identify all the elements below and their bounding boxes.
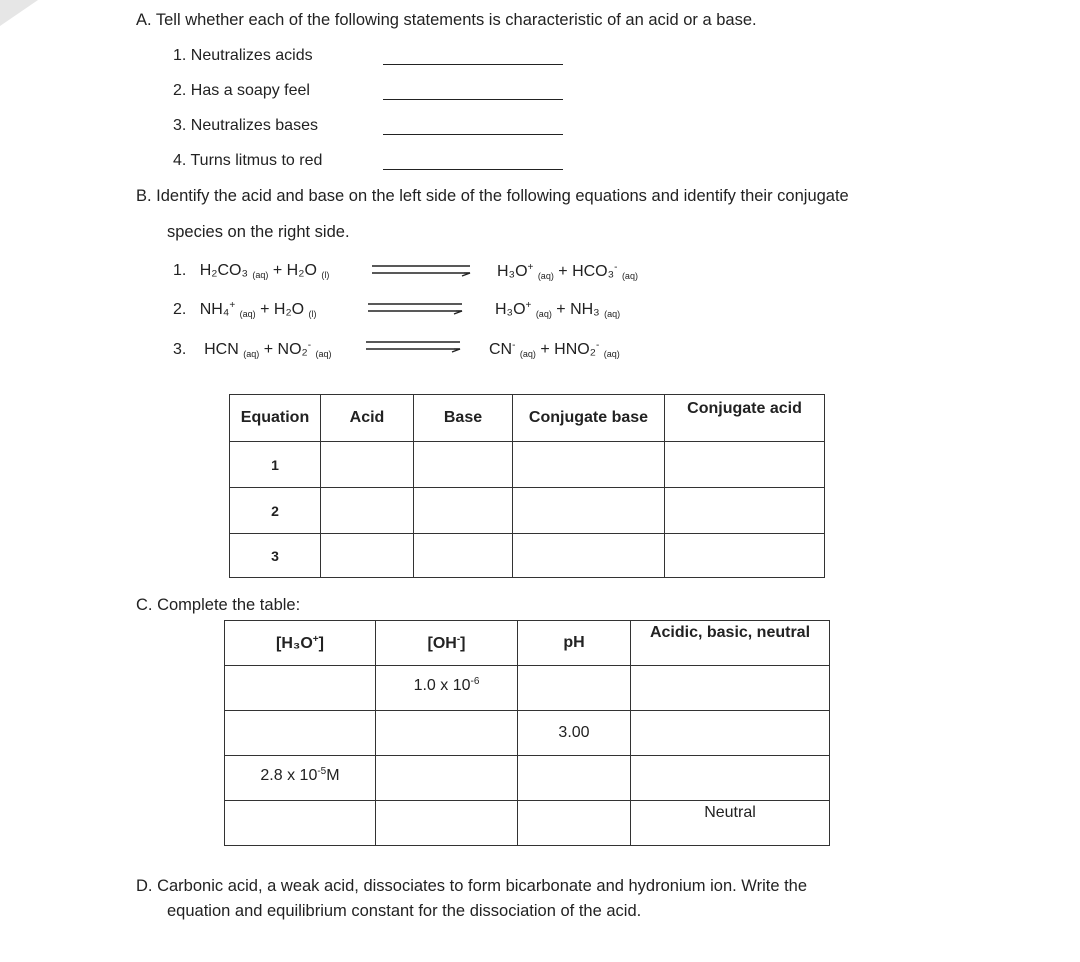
section-a-item: 3. Neutralizes bases <box>173 117 318 134</box>
section-d-line1: D. Carbonic acid, a weak acid, dissociates to form bicarbonate and hydronium ion. Write the <box>136 877 808 895</box>
equation-2-right: H₃O+ (aq) + NH₃ (aq) <box>495 300 621 319</box>
h3o-cell[interactable] <box>225 801 376 846</box>
section-a-item: 4. Turns litmus to red <box>173 152 323 169</box>
conjugate-base-cell[interactable] <box>513 534 665 578</box>
conjugate-acid-cell[interactable] <box>665 534 825 578</box>
answer-blank[interactable] <box>383 134 563 135</box>
answer-blank[interactable] <box>383 169 563 170</box>
ph-cell[interactable] <box>518 801 631 846</box>
h3o-cell[interactable] <box>225 666 376 711</box>
oh-cell[interactable] <box>376 801 518 846</box>
page-corner-shadow <box>0 0 40 30</box>
conjugate-acid-cell[interactable] <box>665 442 825 488</box>
equation-3-right: CN- (aq) + HNO₂- (aq) <box>489 340 620 359</box>
equilibrium-arrow-icon <box>370 262 472 278</box>
nature-cell[interactable] <box>631 756 830 801</box>
equation-1-left: 1. H₂CO₃ (aq) + H₂O (l) <box>173 262 330 280</box>
conjugate-acid-cell[interactable] <box>665 488 825 534</box>
oh-cell[interactable]: 1.0 x $10^{-6}$ <box>376 666 518 711</box>
answer-blank[interactable] <box>383 64 563 65</box>
equilibrium-arrow-icon <box>364 338 464 354</box>
header-oh: [OH-] <box>376 621 518 666</box>
oh-cell[interactable] <box>376 711 518 756</box>
conjugate-base-cell[interactable] <box>513 488 665 534</box>
section-c-title: C. Complete the table: <box>136 596 301 614</box>
header-nature: Acidic, basic, neutral <box>631 621 830 666</box>
header-acid: Acid <box>321 395 414 442</box>
answer-blank[interactable] <box>383 99 563 100</box>
acid-cell[interactable] <box>321 442 414 488</box>
row-label: 3 <box>230 534 321 578</box>
section-a-title: A. Tell whether each of the following statements is characteristic of an acid or a base. <box>136 11 757 29</box>
ph-cell[interactable] <box>518 666 631 711</box>
equation-3-left: 3. HCN (aq) + NO₂- (aq) <box>173 340 332 359</box>
base-cell[interactable] <box>414 534 513 578</box>
conjugate-table <box>229 394 825 578</box>
section-b-title-cont: species on the right side. <box>167 223 350 241</box>
ph-cell[interactable]: 3.00 <box>518 711 631 756</box>
equation-2-left: 2. NH₄+ (aq) + H₂O (l) <box>173 300 317 319</box>
row-label: 1 <box>230 442 321 488</box>
conjugate-base-cell[interactable] <box>513 442 665 488</box>
equilibrium-arrow-icon <box>366 300 466 316</box>
header-base: Base <box>414 395 513 442</box>
acid-cell[interactable] <box>321 488 414 534</box>
nature-cell[interactable] <box>631 666 830 711</box>
row-label: 2 <box>230 488 321 534</box>
ph-cell[interactable] <box>518 756 631 801</box>
oh-cell[interactable] <box>376 756 518 801</box>
base-cell[interactable] <box>414 488 513 534</box>
h3o-cell[interactable]: 2.8 x $10^{-5}M$ <box>225 756 376 801</box>
header-ph: pH <box>518 621 631 666</box>
base-cell[interactable] <box>414 442 513 488</box>
header-equation: Equation <box>230 395 321 442</box>
ph-table <box>224 620 830 846</box>
equation-1-right: H₃O+ (aq) + HCO₃- (aq) <box>497 262 638 281</box>
nature-cell[interactable]: Neutral <box>631 801 830 846</box>
section-d-line2: equation and equilibrium constant for the dissociation of the acid. <box>167 902 642 920</box>
section-a-item: 1. Neutralizes acids <box>173 47 313 64</box>
header-h3o: [H₃O+] <box>225 621 376 666</box>
h3o-cell[interactable] <box>225 711 376 756</box>
section-a-item: 2. Has a soapy feel <box>173 82 310 99</box>
section-b-title: B. Identify the acid and base on the left side of the following equations and identify their conjugate <box>136 187 849 205</box>
nature-cell[interactable] <box>631 711 830 756</box>
acid-cell[interactable] <box>321 534 414 578</box>
header-conjugate-base: Conjugate base <box>513 395 665 442</box>
header-conjugate-acid: Conjugate acid <box>665 395 825 442</box>
